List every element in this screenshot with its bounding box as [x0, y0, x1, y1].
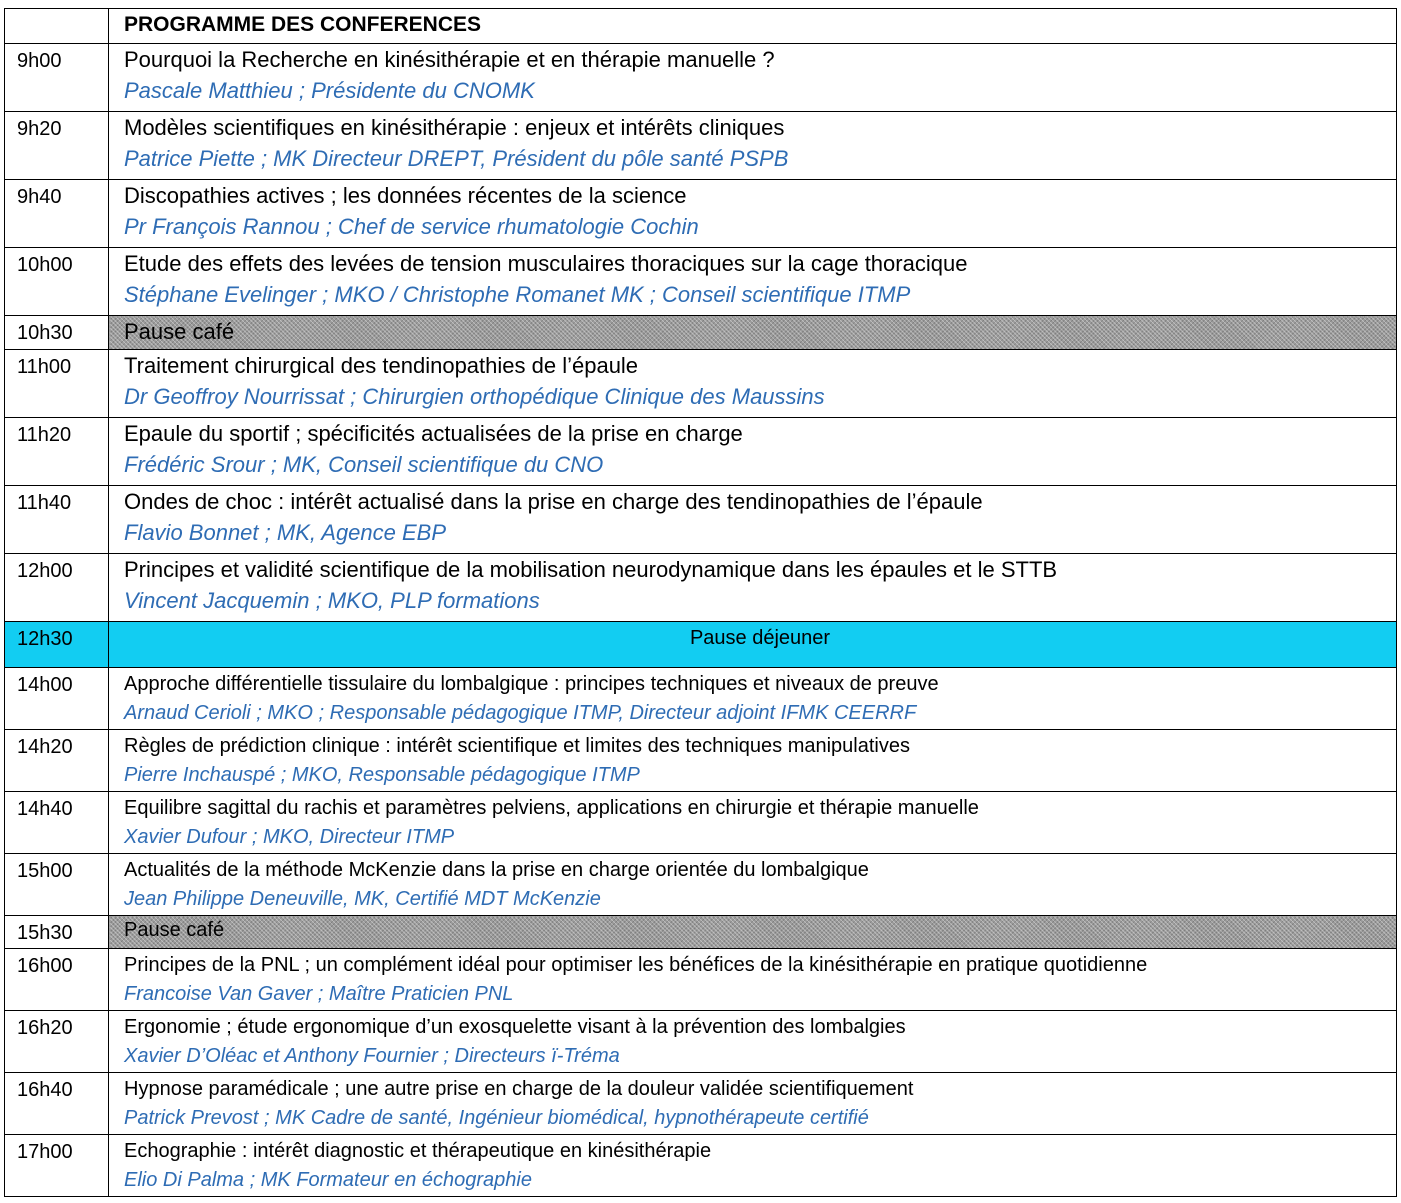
time-cell: 9h40 [5, 180, 109, 248]
pause-label: Pause café [109, 916, 1397, 949]
talk-cell [109, 1011, 1397, 1073]
talk-title: Modèles scientifiques en kinésithérapie : enjeux et intérêts cliniques [124, 115, 785, 140]
time-cell: 14h40 [5, 792, 109, 854]
time-cell: 14h20 [5, 730, 109, 792]
table-row [5, 730, 1397, 792]
talk-speaker: Elio Di Palma ; MK Formateur en échographie [124, 1169, 532, 1191]
time-cell: 12h00 [5, 554, 109, 622]
talk-cell [109, 668, 1397, 730]
table-row [5, 44, 1397, 112]
conference-program-table [4, 8, 1397, 1197]
talk-cell [109, 350, 1397, 418]
table-row [5, 248, 1397, 316]
lunch-label: Pause déjeuner [109, 622, 1397, 668]
talk-title: Hypnose paramédicale ; une autre prise en charge de la douleur validée scientifiquement [124, 1078, 914, 1100]
pause-label: Pause café [109, 316, 1397, 350]
talk-speaker: Stéphane Evelinger ; MKO / Christophe Romanet MK ; Conseil scientifique ITMP [124, 282, 911, 307]
talk-cell [109, 1135, 1397, 1197]
talk-cell [109, 854, 1397, 916]
talk-speaker: Patrick Prevost ; MK Cadre de santé, Ingénieur biomédical, hypnothérapeute certifié [124, 1107, 869, 1129]
time-cell: 16h40 [5, 1073, 109, 1135]
talk-title: Discopathies actives ; les données récentes de la science [124, 183, 687, 208]
program-title: PROGRAMME DES CONFERENCES [109, 9, 1397, 44]
talk-cell [109, 112, 1397, 180]
lunch-row [5, 622, 1397, 668]
talk-title: Approche différentielle tissulaire du lombalgique : principes techniques et niveaux de preuve [124, 673, 939, 695]
table-row [5, 1135, 1397, 1197]
talk-cell [109, 730, 1397, 792]
talk-title: Pourquoi la Recherche en kinésithérapie et en thérapie manuelle ? [124, 47, 775, 72]
time-cell: 14h00 [5, 668, 109, 730]
table-row [5, 949, 1397, 1011]
talk-speaker: Xavier Dufour ; MKO, Directeur ITMP [124, 826, 455, 848]
time-cell: 16h00 [5, 949, 109, 1011]
talk-cell [109, 949, 1397, 1011]
talk-cell [109, 486, 1397, 554]
pause-row [5, 916, 1397, 949]
time-cell: 10h00 [5, 248, 109, 316]
talk-title: Etude des effets des levées de tension musculaires thoraciques sur la cage thoracique [124, 251, 968, 276]
table-row [5, 180, 1397, 248]
table-row [5, 1011, 1397, 1073]
time-cell: 16h20 [5, 1011, 109, 1073]
talk-cell [109, 1073, 1397, 1135]
time-cell: 11h40 [5, 486, 109, 554]
table-row [5, 554, 1397, 622]
talk-speaker: Patrice Piette ; MK Directeur DREPT, Président du pôle santé PSPB [124, 146, 789, 171]
talk-speaker: Vincent Jacquemin ; MKO, PLP formations [124, 588, 540, 613]
talk-title: Epaule du sportif ; spécificités actualisées de la prise en charge [124, 421, 743, 446]
talk-speaker: Pr François Rannou ; Chef de service rhumatologie Cochin [124, 214, 699, 239]
talk-cell [109, 792, 1397, 854]
talk-title: Traitement chirurgical des tendinopathies de l’épaule [124, 353, 639, 378]
time-cell: 11h20 [5, 418, 109, 486]
time-cell: 9h00 [5, 44, 109, 112]
talk-title: Equilibre sagittal du rachis et paramètres pelviens, applications en chirurgie et thérapie manuelle [124, 797, 979, 819]
talk-title: Ergonomie ; étude ergonomique d’un exosquelette visant à la prévention des lombalgies [124, 1016, 906, 1038]
talk-speaker: Pascale Matthieu ; Présidente du CNOMK [124, 78, 535, 103]
talk-cell [109, 418, 1397, 486]
talk-speaker: Francoise Van Gaver ; Maître Praticien PNL [124, 983, 514, 1005]
talk-speaker: Pierre Inchauspé ; MKO, Responsable pédagogique ITMP [124, 764, 640, 786]
talk-title: Actualités de la méthode McKenzie dans la prise en charge orientée du lombalgique [124, 859, 869, 881]
table-header-row [5, 9, 1397, 44]
table-row [5, 1073, 1397, 1135]
time-cell: 11h00 [5, 350, 109, 418]
time-cell: 17h00 [5, 1135, 109, 1197]
table-row [5, 486, 1397, 554]
talk-title: Règles de prédiction clinique : intérêt scientifique et limites des techniques manipulatives [124, 735, 910, 757]
talk-cell [109, 248, 1397, 316]
talk-title: Principes et validité scientifique de la mobilisation neurodynamique dans les épaules et le STTB [124, 557, 1058, 582]
talk-speaker: Flavio Bonnet ; MK, Agence EBP [124, 520, 447, 545]
table-row [5, 854, 1397, 916]
talk-speaker: Jean Philippe Deneuville, MK, Certifié MDT McKenzie [124, 888, 601, 910]
time-cell: 12h30 [5, 622, 109, 668]
talk-cell [109, 180, 1397, 248]
time-cell: 15h00 [5, 854, 109, 916]
talk-title: Echographie : intérêt diagnostic et thérapeutique en kinésithérapie [124, 1140, 712, 1162]
time-cell: 15h30 [5, 916, 109, 949]
table-row [5, 112, 1397, 180]
header-time-cell [5, 9, 109, 44]
talk-speaker: Xavier D’Oléac et Anthony Fournier ; Directeurs ï-Tréma [124, 1045, 620, 1067]
time-cell: 10h30 [5, 316, 109, 350]
pause-row [5, 316, 1397, 350]
table-row [5, 668, 1397, 730]
table-row [5, 418, 1397, 486]
table-row [5, 350, 1397, 418]
talk-title: Ondes de choc : intérêt actualisé dans la prise en charge des tendinopathies de l’épaule [124, 489, 983, 514]
talk-title: Principes de la PNL ; un complément idéal pour optimiser les bénéfices de la kinésithérapie en pratique quotidienne [124, 954, 1148, 976]
talk-speaker: Arnaud Cerioli ; MKO ; Responsable pédagogique ITMP, Directeur adjoint IFMK CEERRF [124, 702, 917, 724]
talk-speaker: Dr Geoffroy Nourrissat ; Chirurgien orthopédique Clinique des Maussins [124, 384, 825, 409]
talk-speaker: Frédéric Srour ; MK, Conseil scientifique du CNO [124, 452, 604, 477]
talk-cell [109, 554, 1397, 622]
talk-cell [109, 44, 1397, 112]
table-row [5, 792, 1397, 854]
time-cell: 9h20 [5, 112, 109, 180]
